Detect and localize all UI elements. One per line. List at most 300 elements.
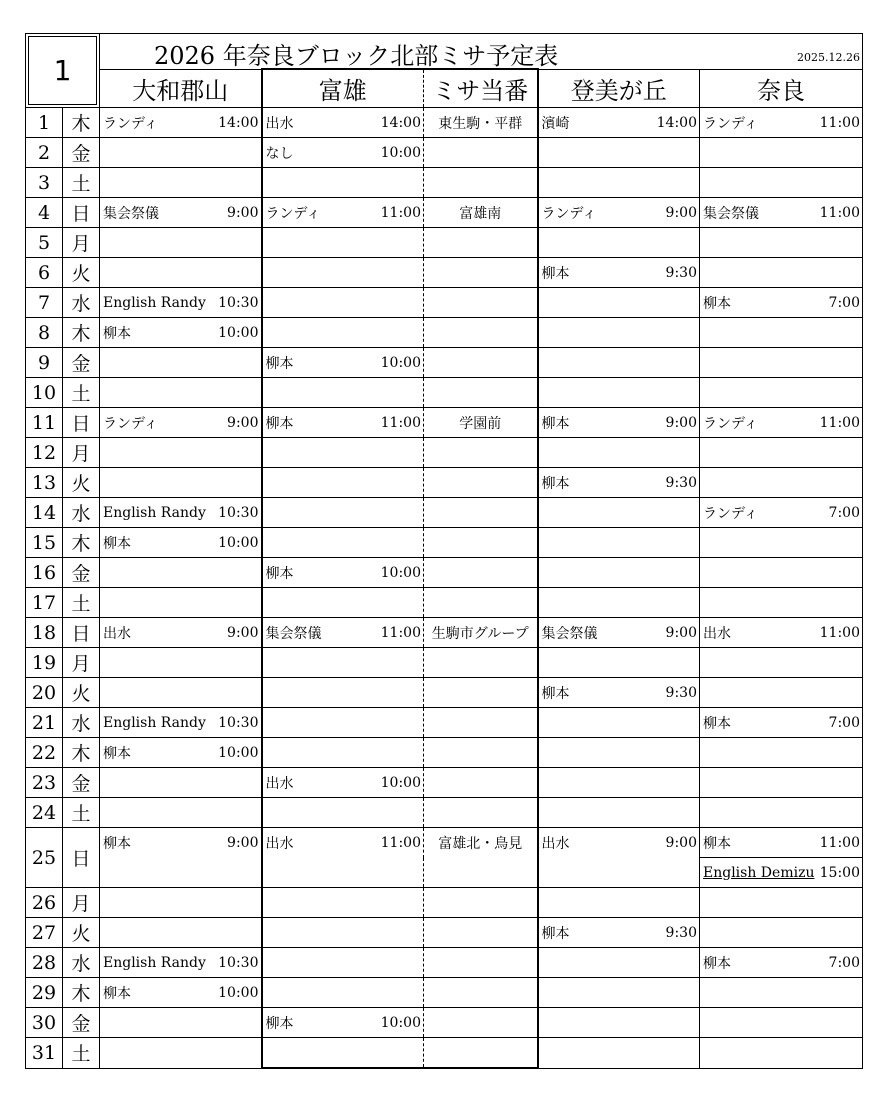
day-number: 26 — [26, 888, 63, 918]
nara-name — [700, 918, 817, 948]
nara-name — [700, 888, 817, 918]
tomigaoka-time — [655, 708, 700, 738]
yamato-time — [217, 348, 262, 378]
table-row — [26, 618, 863, 648]
yamato-name: 集会祭儀 — [100, 198, 217, 228]
tomio-name — [262, 738, 379, 768]
tomigaoka-name: 柳本 — [538, 918, 655, 948]
tomigaoka-name — [538, 138, 655, 168]
duty-parish — [424, 858, 538, 888]
table-row — [26, 288, 863, 318]
tomio-name: 出水 — [262, 108, 379, 138]
tomio-name — [262, 258, 379, 288]
tomio-time — [379, 318, 424, 348]
table-row — [26, 348, 863, 378]
table-row — [26, 888, 863, 918]
yamato-time — [217, 648, 262, 678]
nara-time — [817, 228, 863, 258]
weekday: 月 — [63, 228, 100, 258]
nara-time — [817, 468, 863, 498]
table-row — [26, 1038, 863, 1069]
day-number: 22 — [26, 738, 63, 768]
tomigaoka-time — [655, 348, 700, 378]
yamato-time: 10:30 — [217, 708, 262, 738]
duty-parish — [424, 468, 538, 498]
tomigaoka-name — [538, 708, 655, 738]
nara-time — [817, 348, 863, 378]
tomio-name — [262, 378, 379, 408]
nara-name — [700, 648, 817, 678]
weekday: 土 — [63, 1038, 100, 1069]
weekday: 水 — [63, 948, 100, 978]
tomigaoka-name — [538, 978, 655, 1008]
table-row — [26, 468, 863, 498]
tomio-time — [379, 798, 424, 828]
yamato-name — [100, 768, 217, 798]
yamato-name — [100, 888, 217, 918]
yamato-time — [217, 438, 262, 468]
nara-time: 11:00 — [817, 198, 863, 228]
duty-parish — [424, 138, 538, 168]
yamato-time: 10:00 — [217, 738, 262, 768]
yamato-name: English Randy — [100, 498, 217, 528]
weekday: 木 — [63, 108, 100, 138]
nara-time — [817, 678, 863, 708]
tomigaoka-time — [655, 1008, 700, 1038]
nara-time — [817, 918, 863, 948]
tomigaoka-name: 出水 — [538, 828, 655, 858]
tomio-time — [379, 258, 424, 288]
nara-time — [817, 438, 863, 468]
yamato-time: 14:00 — [217, 108, 262, 138]
schedule-sheet — [25, 33, 863, 1069]
tomigaoka-name: ランディ — [538, 198, 655, 228]
tomigaoka-name — [538, 558, 655, 588]
tomio-time: 11:00 — [379, 198, 424, 228]
weekday: 水 — [63, 708, 100, 738]
table-row — [26, 228, 863, 258]
day-number: 1 — [26, 108, 63, 138]
weekday: 月 — [63, 438, 100, 468]
table-row — [26, 318, 863, 348]
weekday: 火 — [63, 258, 100, 288]
tomigaoka-time: 9:00 — [655, 828, 700, 858]
tomigaoka-name — [538, 798, 655, 828]
yamato-time: 10:30 — [217, 498, 262, 528]
tomio-time — [379, 648, 424, 678]
nara-name: 柳本 — [700, 288, 817, 318]
duty-parish — [424, 798, 538, 828]
nara-name: English Demizu — [700, 858, 817, 888]
nara-time: 15:00 — [817, 858, 863, 888]
nara-name: 柳本 — [700, 948, 817, 978]
table-row — [26, 648, 863, 678]
tomio-name — [262, 588, 379, 618]
yamato-name: 柳本 — [100, 318, 217, 348]
day-number: 9 — [26, 348, 63, 378]
nara-name — [700, 318, 817, 348]
nara-name — [700, 738, 817, 768]
yamato-name: 柳本 — [100, 978, 217, 1008]
tomigaoka-time — [655, 858, 700, 888]
day-number: 25 — [26, 828, 63, 888]
nara-time: 7:00 — [817, 288, 863, 318]
tomigaoka-name — [538, 738, 655, 768]
nara-time: 11:00 — [817, 618, 863, 648]
day-number: 12 — [26, 438, 63, 468]
tomigaoka-time: 14:00 — [655, 108, 700, 138]
tomio-time — [379, 1038, 424, 1069]
yamato-name — [100, 1038, 217, 1069]
tomio-time — [379, 168, 424, 198]
tomio-name — [262, 318, 379, 348]
weekday: 日 — [63, 618, 100, 648]
nara-name: 出水 — [700, 618, 817, 648]
day-number: 3 — [26, 168, 63, 198]
nara-time: 11:00 — [817, 108, 863, 138]
day-number: 4 — [26, 198, 63, 228]
tomigaoka-time — [655, 738, 700, 768]
day-number: 8 — [26, 318, 63, 348]
nara-time — [817, 798, 863, 828]
tomigaoka-name — [538, 858, 655, 888]
yamato-name — [100, 1008, 217, 1038]
duty-parish — [424, 708, 538, 738]
tomigaoka-time — [655, 378, 700, 408]
duty-parish — [424, 1038, 538, 1069]
table-row — [26, 258, 863, 288]
table-row — [26, 798, 863, 828]
title-cell — [100, 34, 863, 70]
yamato-time — [217, 168, 262, 198]
tomigaoka-time — [655, 318, 700, 348]
col-header-yamato: 大和郡山 — [100, 69, 262, 108]
tomigaoka-time — [655, 498, 700, 528]
yamato-time: 9:00 — [217, 198, 262, 228]
yamato-name — [100, 648, 217, 678]
tomio-time — [379, 438, 424, 468]
nara-name — [700, 978, 817, 1008]
tomigaoka-name — [538, 1008, 655, 1038]
tomio-name — [262, 528, 379, 558]
tomigaoka-name — [538, 168, 655, 198]
yamato-time — [217, 468, 262, 498]
yamato-time: 9:00 — [217, 618, 262, 648]
duty-parish: 東生駒・平群 — [424, 108, 538, 138]
tomio-name: 柳本 — [262, 558, 379, 588]
nara-name — [700, 168, 817, 198]
weekday: 火 — [63, 468, 100, 498]
nara-name: ランディ — [700, 408, 817, 438]
yamato-name — [100, 468, 217, 498]
tomio-name — [262, 948, 379, 978]
yamato-time — [217, 258, 262, 288]
table-row — [26, 1008, 863, 1038]
yamato-time: 10:00 — [217, 318, 262, 348]
weekday: 火 — [63, 678, 100, 708]
weekday: 木 — [63, 318, 100, 348]
weekday: 木 — [63, 738, 100, 768]
col-header-tomigaoka: 登美が丘 — [538, 69, 700, 108]
yamato-name: 出水 — [100, 618, 217, 648]
table-row — [26, 768, 863, 798]
yamato-time — [217, 138, 262, 168]
day-number: 6 — [26, 258, 63, 288]
duty-parish — [424, 438, 538, 468]
schedule-table — [25, 33, 863, 1069]
tomio-name: 出水 — [262, 768, 379, 798]
duty-parish — [424, 768, 538, 798]
nara-name — [700, 438, 817, 468]
tomigaoka-time — [655, 978, 700, 1008]
yamato-name — [100, 588, 217, 618]
table-row — [26, 828, 863, 858]
table-row — [26, 408, 863, 438]
yamato-name — [100, 138, 217, 168]
tomigaoka-time — [655, 558, 700, 588]
tomio-time — [379, 978, 424, 1008]
nara-name — [700, 228, 817, 258]
table-row — [26, 978, 863, 1008]
yamato-time: 10:00 — [217, 978, 262, 1008]
tomigaoka-time — [655, 888, 700, 918]
tomigaoka-time: 9:30 — [655, 678, 700, 708]
duty-parish: 学園前 — [424, 408, 538, 438]
col-header-duty: ミサ当番 — [424, 69, 538, 108]
nara-time: 7:00 — [817, 708, 863, 738]
tomigaoka-time — [655, 168, 700, 198]
tomigaoka-name — [538, 888, 655, 918]
nara-time: 7:00 — [817, 498, 863, 528]
tomio-name — [262, 498, 379, 528]
day-number: 17 — [26, 588, 63, 618]
tomio-time — [379, 678, 424, 708]
tomio-name — [262, 288, 379, 318]
nara-name — [700, 258, 817, 288]
duty-parish: 富雄北・鳥見 — [424, 828, 538, 858]
tomigaoka-name — [538, 948, 655, 978]
tomigaoka-name — [538, 348, 655, 378]
yamato-time — [217, 1038, 262, 1069]
tomio-name: 柳本 — [262, 408, 379, 438]
yamato-time — [217, 918, 262, 948]
table-row — [26, 948, 863, 978]
duty-parish — [424, 888, 538, 918]
tomio-time: 10:00 — [379, 1008, 424, 1038]
nara-name — [700, 348, 817, 378]
nara-time — [817, 258, 863, 288]
issue-date: 2025.12.26 — [797, 51, 860, 64]
tomio-time: 11:00 — [379, 828, 424, 858]
day-number: 10 — [26, 378, 63, 408]
table-row — [26, 108, 863, 138]
tomigaoka-time — [655, 288, 700, 318]
tomio-time — [379, 498, 424, 528]
weekday: 金 — [63, 558, 100, 588]
tomio-name — [262, 888, 379, 918]
day-number: 19 — [26, 648, 63, 678]
tomigaoka-time: 9:00 — [655, 618, 700, 648]
table-row — [26, 498, 863, 528]
tomigaoka-time — [655, 588, 700, 618]
tomigaoka-name: 柳本 — [538, 468, 655, 498]
nara-time — [817, 648, 863, 678]
nara-name — [700, 768, 817, 798]
nara-time — [817, 888, 863, 918]
table-row — [26, 198, 863, 228]
tomigaoka-time — [655, 1038, 700, 1069]
weekday: 金 — [63, 138, 100, 168]
nara-name: ランディ — [700, 498, 817, 528]
yamato-name: English Randy — [100, 288, 217, 318]
nara-time: 7:00 — [817, 948, 863, 978]
duty-parish — [424, 528, 538, 558]
duty-parish — [424, 588, 538, 618]
nara-name: 柳本 — [700, 828, 817, 858]
tomio-name — [262, 228, 379, 258]
yamato-time: 9:00 — [217, 408, 262, 438]
nara-time: 11:00 — [817, 408, 863, 438]
day-number: 23 — [26, 768, 63, 798]
tomigaoka-time: 9:00 — [655, 198, 700, 228]
weekday: 水 — [63, 288, 100, 318]
duty-parish — [424, 378, 538, 408]
day-number: 2 — [26, 138, 63, 168]
table-row — [26, 858, 863, 888]
duty-parish — [424, 1008, 538, 1038]
weekday: 金 — [63, 1008, 100, 1038]
tomio-name: 柳本 — [262, 348, 379, 378]
table-row — [26, 558, 863, 588]
yamato-name: 柳本 — [100, 738, 217, 768]
day-number: 16 — [26, 558, 63, 588]
yamato-time — [217, 558, 262, 588]
nara-name — [700, 798, 817, 828]
tomio-name — [262, 468, 379, 498]
day-number: 7 — [26, 288, 63, 318]
weekday: 土 — [63, 798, 100, 828]
weekday: 金 — [63, 768, 100, 798]
nara-time — [817, 168, 863, 198]
yamato-time — [217, 858, 262, 888]
day-number: 24 — [26, 798, 63, 828]
tomio-name — [262, 1038, 379, 1069]
tomigaoka-time — [655, 528, 700, 558]
day-number: 18 — [26, 618, 63, 648]
weekday: 月 — [63, 888, 100, 918]
yamato-name — [100, 378, 217, 408]
day-number: 21 — [26, 708, 63, 738]
tomio-time — [379, 738, 424, 768]
nara-time — [817, 1038, 863, 1069]
weekday: 日 — [63, 408, 100, 438]
tomigaoka-time: 9:00 — [655, 408, 700, 438]
tomio-time — [379, 228, 424, 258]
month-number: 1 — [28, 36, 97, 105]
yamato-name — [100, 858, 217, 888]
tomigaoka-name — [538, 498, 655, 528]
tomigaoka-name — [538, 228, 655, 258]
tomio-name: 出水 — [262, 828, 379, 858]
yamato-time — [217, 768, 262, 798]
col-header-nara: 奈良 — [700, 69, 863, 108]
day-number: 14 — [26, 498, 63, 528]
duty-parish — [424, 948, 538, 978]
nara-time — [817, 138, 863, 168]
duty-parish: 富雄南 — [424, 198, 538, 228]
nara-time — [817, 588, 863, 618]
title-row — [26, 34, 863, 70]
duty-parish — [424, 978, 538, 1008]
day-number: 29 — [26, 978, 63, 1008]
yamato-name — [100, 798, 217, 828]
tomio-time — [379, 708, 424, 738]
yamato-name — [100, 438, 217, 468]
tomigaoka-name: 柳本 — [538, 258, 655, 288]
tomio-time — [379, 288, 424, 318]
tomigaoka-name — [538, 528, 655, 558]
tomio-name — [262, 648, 379, 678]
tomio-time — [379, 378, 424, 408]
nara-name: ランディ — [700, 108, 817, 138]
yamato-time — [217, 228, 262, 258]
table-row — [26, 168, 863, 198]
table-row — [26, 708, 863, 738]
yamato-time: 10:30 — [217, 288, 262, 318]
table-row — [26, 378, 863, 408]
day-number: 13 — [26, 468, 63, 498]
table-row — [26, 918, 863, 948]
weekday: 土 — [63, 588, 100, 618]
nara-time — [817, 528, 863, 558]
duty-parish — [424, 258, 538, 288]
tomigaoka-time: 9:30 — [655, 918, 700, 948]
yamato-name — [100, 918, 217, 948]
duty-parish — [424, 318, 538, 348]
tomigaoka-name — [538, 438, 655, 468]
yamato-name — [100, 168, 217, 198]
tomio-name: なし — [262, 138, 379, 168]
tomigaoka-name: 集会祭儀 — [538, 618, 655, 648]
yamato-time — [217, 888, 262, 918]
tomio-time: 11:00 — [379, 408, 424, 438]
yamato-name: English Randy — [100, 708, 217, 738]
nara-time — [817, 768, 863, 798]
table-row — [26, 438, 863, 468]
tomio-name — [262, 708, 379, 738]
day-number: 15 — [26, 528, 63, 558]
weekday: 木 — [63, 528, 100, 558]
day-number: 11 — [26, 408, 63, 438]
tomigaoka-name: 柳本 — [538, 408, 655, 438]
tomio-time — [379, 918, 424, 948]
tomigaoka-time — [655, 768, 700, 798]
weekday: 木 — [63, 978, 100, 1008]
tomio-name — [262, 978, 379, 1008]
weekday: 土 — [63, 378, 100, 408]
day-number: 31 — [26, 1038, 63, 1069]
table-row — [26, 588, 863, 618]
day-number: 27 — [26, 918, 63, 948]
tomio-time: 10:00 — [379, 348, 424, 378]
tomio-time — [379, 588, 424, 618]
tomigaoka-name: 柳本 — [538, 678, 655, 708]
weekday: 金 — [63, 348, 100, 378]
tomio-name — [262, 918, 379, 948]
yamato-time: 9:00 — [217, 828, 262, 858]
tomigaoka-time — [655, 138, 700, 168]
table-row — [26, 738, 863, 768]
